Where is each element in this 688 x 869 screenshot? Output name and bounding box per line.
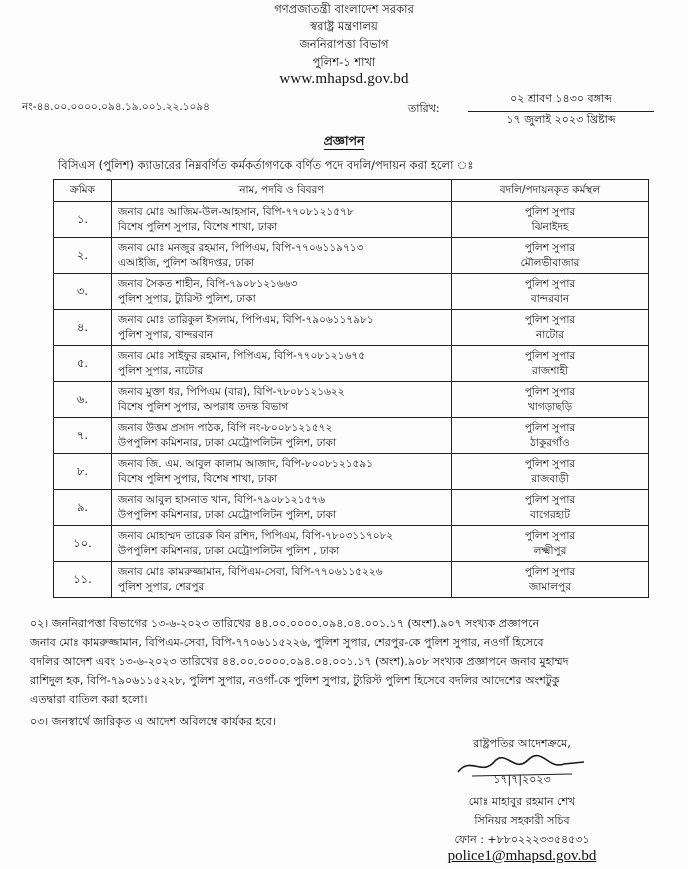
- current-post-line: পুলিশ সুপার, ট্যুরিস্ট পুলিশ, ঢাকা: [118, 292, 256, 305]
- row-name-details: [112, 562, 452, 598]
- para2-line4: রাশিদুল হক, বিপি-৭৯০৬১১৫২২৮, পুলিশ সুপার, নওগাঁ-কে পুলিশ সুপার, ট্যুরিস্ট পুলিশ হিসেবে বদলির আদেশের অংশটুকু: [30, 674, 560, 687]
- table-header-row: [54, 180, 649, 202]
- officer-name-line: জনাব মোঃ কামরুজ্জামান, বিপিএম-সেবা, বিপি-৭৭০৬১১৫২২৬: [118, 565, 383, 578]
- row-name-details: [112, 526, 452, 562]
- current-post-line: পুলিশ সুপার, বান্দরবান: [118, 328, 214, 341]
- row-name-details: [112, 346, 452, 382]
- date-bangla: ০২ শ্রাবণ ১৪৩০ বঙ্গাব্দ: [468, 90, 654, 112]
- row-serial: ১১.: [54, 562, 112, 598]
- table-row: [54, 526, 649, 562]
- row-serial: ৬.: [54, 382, 112, 418]
- row-posting: [452, 310, 649, 346]
- row-posting: [452, 562, 649, 598]
- current-post-line: উপপুলিশ কমিশনার, ঢাকা মেট্রোপলিটন পুলিশ, ঢাকা: [118, 508, 336, 521]
- row-serial: ১০.: [54, 526, 112, 562]
- posting-place: খাগড়াছড়ি: [527, 400, 573, 413]
- row-posting: [452, 526, 649, 562]
- header-name-details: নাম, পদবি ও বিবরণ: [112, 180, 452, 202]
- posting-title: পুলিশ সুপার: [524, 565, 576, 578]
- posting-title: পুলিশ সুপার: [524, 457, 576, 470]
- posting-place: রাজশাহী: [532, 364, 568, 377]
- current-post-line: বিশেষ পুলিশ সুপার, বিশেষ শাখা, ঢাকা: [118, 220, 278, 233]
- row-serial: ৯.: [54, 490, 112, 526]
- date-english: ১৭ জুলাই ২০২৩ খ্রিষ্টাব্দ: [506, 113, 616, 126]
- posting-title: পুলিশ সুপার: [524, 349, 576, 362]
- row-name-details: [112, 418, 452, 454]
- current-post-line: বিশেষ পুলিশ সুপার, অপরাধ তদন্ত বিভাগ: [118, 400, 289, 413]
- posting-title: পুলিশ সুপার: [524, 529, 576, 542]
- officer-name-line: জনাব মোহাম্মদ তারেক বিন রশিদ, পিপিএম, বিপি-৭৮০৩১১৭০৮২: [118, 529, 394, 542]
- officer-name-line: জনাব মোঃ সাইফুর রহমান, পিপিএম, বিপি-৭৭০৮১২১৬৭৫: [118, 349, 366, 362]
- row-serial: ৭.: [54, 418, 112, 454]
- table-row: [54, 490, 649, 526]
- officer-name-line: জনাব আবুল হাসনাত খান, বিপি-৭৯০৮১২১৫৭৬: [118, 493, 326, 506]
- table-row: [54, 562, 649, 598]
- officer-phone: ফোন : +৮৮০২২২৩৩৫৪৫৩১: [454, 833, 590, 846]
- division-name: জননিরাপত্তা বিভাগ: [299, 37, 389, 51]
- row-posting: [452, 238, 649, 274]
- row-serial: ২.: [54, 238, 112, 274]
- row-serial: ১.: [54, 202, 112, 238]
- current-post-line: বিশেষ পুলিশ সুপার, বিশেষ শাখা, ঢাকা: [118, 472, 278, 485]
- current-post-line: পুলিশ সুপার, নাটোর: [118, 364, 204, 377]
- transfer-table: [53, 179, 649, 598]
- government-name: গণপ্রজাতন্ত্রী বাংলাদেশ সরকার: [274, 2, 414, 16]
- posting-place: বান্দরবান: [530, 292, 570, 305]
- row-serial: ৩.: [54, 274, 112, 310]
- row-name-details: [112, 382, 452, 418]
- table-row: [54, 418, 649, 454]
- para3-text: ০৩। জনস্বার্থে জারিকৃত এ আদেশ অবিলম্বে কার্যকর হবে।: [30, 715, 276, 728]
- posting-place: ঝিনাইদহ: [531, 220, 569, 233]
- table-row: [54, 454, 649, 490]
- posting-place: ঠাকুরগাঁও: [530, 436, 570, 449]
- officer-name-line: জনাব মুক্তা ধর, পিপিএম (বার), বিপি-৭৮০৮১২১৬২২: [118, 385, 345, 398]
- posting-title: পুলিশ সুপার: [524, 493, 576, 506]
- posting-title: পুলিশ সুপার: [524, 421, 576, 434]
- current-post-line: উপপুলিশ কমিশনার, ঢাকা মেট্রোপলিটন পুলিশ, ঢাকা: [118, 436, 336, 449]
- posting-title: পুলিশ সুপার: [524, 277, 576, 290]
- row-posting: [452, 490, 649, 526]
- para2-line3: বদলির আদেশ এবং ১৩-৬-২০২৩ তারিখের ৪৪.০০.০০০০.০৯৪.০৪.০০১.১৭ (অংশ).৯০৮ সংখ্যক প্রজ্ঞাপনে জনাব মুহাম্মদ: [30, 655, 569, 668]
- row-name-details: [112, 490, 452, 526]
- branch-name: পুলিশ-১ শাখা: [312, 55, 376, 69]
- table-row: [54, 310, 649, 346]
- row-posting: [452, 454, 649, 490]
- row-posting: [452, 274, 649, 310]
- table-body: [54, 202, 649, 598]
- website-link[interactable]: www.mhapsd.gov.bd: [279, 71, 409, 87]
- document-title: [0, 133, 688, 153]
- ministry-name: স্বরাষ্ট্র মন্ত্রণালয়: [310, 19, 378, 33]
- table-row: [54, 202, 649, 238]
- officer-name-line: জনাব উত্তম প্রসাদ পাঠক, বিপি নং-৮০০৮১২১৫৭২: [118, 421, 333, 434]
- posting-title: পুলিশ সুপার: [524, 205, 576, 218]
- officer-name-line: জনাব মোঃ তারিকুল ইসলাম, পিপিএম, বিপি-৭৯০৬১১৭৯৮১: [118, 313, 374, 326]
- table-row: [54, 382, 649, 418]
- date-label: তারিখ:: [408, 102, 440, 115]
- para2-line1: ০২। জননিরাপত্তা বিভাগের ১৩-৬-২০২৩ তারিখের ৪৪.০০.০০০০.০৯৪.০৪.০০১.১৭ (অংশ).৯০৭ সংখ্যক প্রজ্ঞাপনে: [30, 617, 540, 630]
- officer-name: মোঃ মাহাবুর রহমান শেখ: [468, 795, 576, 808]
- current-post-line: পুলিশ সুপার, শেরপুর: [118, 580, 205, 593]
- document-title-text: প্রজ্ঞাপন: [323, 133, 365, 148]
- posting-place: বাগেরহাট: [529, 508, 571, 521]
- row-serial: ৮.: [54, 454, 112, 490]
- row-name-details: [112, 454, 452, 490]
- officer-name-line: জনাব সৈকত শাহীন, বিপি-৭৯০৮১২১৬৬৩: [118, 277, 298, 290]
- table-row: [54, 346, 649, 382]
- row-serial: ৫.: [54, 346, 112, 382]
- para2-line5: এতদ্বারা বাতিল করা হলো।: [30, 693, 148, 706]
- signed-date: ১৭|৭|২০২৩: [493, 773, 551, 786]
- posting-title: পুলিশ সুপার: [524, 241, 576, 254]
- row-posting: [452, 346, 649, 382]
- row-name-details: [112, 274, 452, 310]
- order-line: রাষ্ট্রপতির আদেশক্রমে,: [473, 737, 571, 750]
- row-name-details: [112, 238, 452, 274]
- table-row: [54, 274, 649, 310]
- officer-email-link[interactable]: police1@mhapsd.gov.bd: [447, 848, 597, 864]
- posting-place: নাটোর: [535, 328, 565, 341]
- officer-designation: সিনিয়র সহকারী সচিব: [474, 814, 570, 827]
- officer-name-line: জনাব মোঃ আজিম-উল-আহসান, বিপি-৭৭০৮১২১৫৭৮: [118, 205, 354, 218]
- current-post-line: উপপুলিশ কমিশনার, ঢাকা মেট্রোপলিটন পুলিশ , ঢাকা: [118, 544, 340, 557]
- posting-place: জামালপুর: [528, 580, 572, 593]
- header-serial: ক্রমিক: [54, 180, 112, 202]
- posting-title: পুলিশ সুপার: [524, 385, 576, 398]
- officer-name-line: জনাব জি. এম. আবুল কালাম আজাদ, বিপি-৮০০৮১২১৫৯১: [118, 457, 373, 470]
- row-posting: [452, 418, 649, 454]
- row-name-details: [112, 202, 452, 238]
- header-posting: বদলি/পদায়নকৃত কর্মস্থল: [452, 180, 649, 202]
- row-posting: [452, 202, 649, 238]
- row-name-details: [112, 310, 452, 346]
- para2-line2: জনাব মোঃ কামরুজ্জামান, বিপিএম-সেবা, বিপি-৭৭০৬১১৫২২৬, পুলিশ সুপার, শেরপুর-কে পুলিশ সুপার, নওগাঁ হিসেবে: [30, 636, 544, 649]
- officer-name-line: জনাব মোঃ মনজুর রহমান, পিপিএম, বিপি-৭৭০৬১১৯৭১৩: [118, 241, 364, 254]
- row-serial: ৪.: [54, 310, 112, 346]
- posting-place: রাজবাড়ী: [531, 472, 569, 485]
- memo-number: নং-৪৪.০০.০০০০.০৯৪.১৯.০০১.২২.১০৯৪: [22, 101, 210, 113]
- current-post-line: এআইজি, পুলিশ অধিদপ্তর, ঢাকা: [118, 256, 255, 269]
- table-row: [54, 238, 649, 274]
- row-posting: [452, 382, 649, 418]
- intro-text: বিসিএস (পুলিশ) ক্যাডারের নিম্নবর্ণিত কর্মকর্তাগণকে বর্ণিত পদে বদলি/পদায়ন করা হলো ঃ: [58, 158, 474, 172]
- posting-title: পুলিশ সুপার: [524, 313, 576, 326]
- posting-place: মৌলভীবাজার: [520, 256, 580, 269]
- posting-place: লক্ষ্মীপুর: [533, 544, 567, 557]
